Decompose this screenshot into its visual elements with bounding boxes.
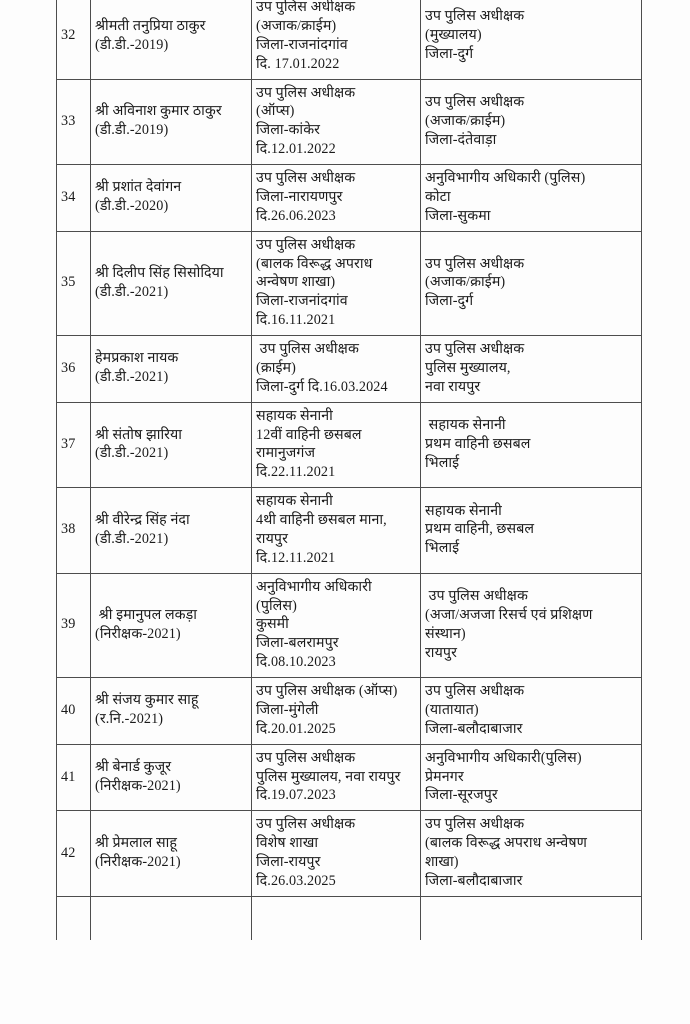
table-row: [57, 573, 642, 677]
cell-new-posting-line: जिला-दुर्ग: [425, 46, 474, 63]
cell-new-posting-line: संस्थान): [425, 625, 466, 642]
table-row: [57, 165, 642, 232]
table-row: [57, 231, 642, 335]
cell-current-posting-line: जिला-राजनांदगांव: [256, 293, 348, 310]
cell-officer-name-line: (निरीक्षक-2021): [95, 854, 181, 870]
cell-officer-name-line: (र.नि.-2021): [95, 711, 164, 728]
cell-current-posting: [252, 573, 421, 677]
cell-new-posting: [421, 678, 642, 745]
cell-current-posting: [252, 79, 421, 165]
cell-new-posting-line: (अजाक/क्राईम): [425, 112, 506, 129]
cell-current-posting: [252, 402, 421, 488]
cell-new-posting: [421, 165, 642, 232]
cell-current-posting-line: दि.22.11.2021: [256, 464, 336, 481]
cell-officer-name-line: (डी.डी.-2021): [95, 530, 169, 547]
cell-officer-name: [91, 336, 252, 403]
cell-officer-name-line: (डी.डी.-2019): [95, 36, 169, 53]
cell-officer-name-line: श्री प्रशांत देवांगन: [95, 179, 182, 196]
cell-current-posting-line: दि.26.03.2025: [256, 872, 336, 889]
cell-serial-number: 38: [57, 488, 91, 574]
cell-new-posting-line: शाखा): [425, 854, 459, 870]
cell-current-posting: [252, 336, 421, 403]
cell-officer-name-line: श्रीमती तनुप्रिया ठाकुर: [95, 17, 206, 34]
cell-current-posting-line: रायपुर: [256, 530, 288, 547]
cell-current-posting-line: उप पुलिस अधीक्षक: [256, 341, 359, 357]
cell-current-posting: [252, 678, 421, 745]
table-row: [57, 488, 642, 574]
cell-serial-number-blank: [57, 896, 91, 940]
cell-current-posting-line: उप पुलिस अधीक्षक (ऑप्स): [256, 683, 398, 699]
officer-transfer-table: [56, 0, 642, 940]
cell-current-posting-line: पुलिस मुख्यालय, नवा रायपुर: [256, 768, 401, 785]
cell-current-posting-line: जिला-मुंगेली: [256, 701, 319, 718]
cell-officer-name: [91, 811, 252, 897]
cell-current-posting-line: जिला-कांकेर: [256, 122, 321, 139]
cell-serial-number: 32: [57, 0, 91, 79]
cell-new-posting-line: प्रेमनगर: [425, 768, 464, 785]
cell-current-posting: [252, 231, 421, 335]
cell-current-posting-line: जिला-राजनांदगांव: [256, 36, 348, 53]
cell-current-posting-line: (क्राईम): [256, 359, 296, 376]
cell-serial-number: 36: [57, 336, 91, 403]
cell-officer-name: [91, 488, 252, 574]
cell-current-posting-line: उप पुलिस अधीक्षक: [256, 0, 356, 15]
cell-officer-name-line: (डी.डी.-2021): [95, 445, 169, 462]
cell-officer-name-line: श्री बेनार्ड कुजूर: [95, 759, 172, 776]
cell-officer-name-line: (डी.डी.-2021): [95, 369, 169, 386]
cell-new-posting-line: जिला-दुर्ग: [425, 293, 474, 310]
cell-new-posting-line: जिला-सूरजपुर: [425, 787, 498, 804]
cell-current-posting: [252, 811, 421, 897]
cell-serial-number: 39: [57, 573, 91, 677]
cell-new-posting-line: नवा रायपुर: [425, 378, 481, 395]
cell-current-posting-line: उप पुलिस अधीक्षक: [256, 236, 356, 253]
cell-current-posting-line: जिला-बलरामपुर: [256, 635, 339, 652]
cell-officer-name-line: श्री इमानुपल लकड़ा: [95, 606, 198, 623]
cell-officer-name-line: श्री प्रेमलाल साहू: [95, 835, 177, 852]
cell-new-posting-line: उप पुलिस अधीक्षक: [425, 341, 525, 357]
cell-current-posting-line: उप पुलिस अधीक्षक: [256, 170, 356, 186]
cell-new-posting: [421, 811, 642, 897]
cell-current-posting-line: अन्वेषण शाखा): [256, 274, 336, 291]
cell-current-posting-line: जिला-रायपुर: [256, 854, 321, 870]
cell-new-posting-line: सहायक सेनानी: [425, 417, 506, 434]
cell-new-posting-line: उप पुलिस अधीक्षक: [425, 816, 525, 833]
cell-new-posting-line: (मुख्यालय): [425, 27, 482, 44]
cell-new-posting-line: जिला-सुकमा: [425, 207, 491, 224]
cell-new-posting-line: भिलाई: [425, 454, 460, 471]
cell-current-posting: [252, 0, 421, 79]
cell-current-posting-line: विशेष शाखा: [256, 835, 319, 852]
cell-officer-name: [91, 744, 252, 811]
cell-officer-name-line: (डी.डी.-2021): [95, 283, 169, 300]
cell-current-posting: [252, 165, 421, 232]
cell-new-posting-line: सहायक सेनानी: [425, 502, 502, 519]
cell-current-posting: [252, 488, 421, 574]
cell-new-posting-line: अनुविभागीय अधिकारी(पुलिस): [425, 749, 582, 766]
transfer-order-table-container: [56, 0, 641, 940]
table-row: [57, 744, 642, 811]
cell-new-posting-line: प्रथम वाहिनी, छसबल: [425, 521, 535, 538]
cell-current-posting: [252, 744, 421, 811]
cell-new-posting-line: उप पुलिस अधीक्षक: [425, 683, 525, 699]
cell-new-posting-line: जिला-बलौदाबाजार: [425, 720, 523, 737]
cell-current-posting-line: दि.16.11.2021: [256, 312, 336, 329]
cell-new-posting-line: पुलिस मुख्यालय,: [425, 359, 511, 376]
cell-current-posting-line: जिला-नारायणपुर: [256, 188, 343, 205]
table-row-blank: [57, 896, 642, 940]
cell-serial-number: 40: [57, 678, 91, 745]
cell-officer-name-line: श्री अविनाश कुमार ठाकुर: [95, 103, 222, 120]
cell-current-posting-line: (अजाक/क्राईम): [256, 17, 337, 34]
cell-new-posting: [421, 488, 642, 574]
cell-current-posting-line: सहायक सेनानी: [256, 407, 333, 424]
cell-current-posting-line: कुसमी: [256, 616, 289, 633]
cell-officer-name-line: (निरीक्षक-2021): [95, 625, 181, 642]
cell-current-posting-line: (ऑप्स): [256, 103, 295, 120]
cell-new-posting-line: भिलाई: [425, 540, 460, 557]
cell-new-posting-line: (अजाक/क्राईम): [425, 274, 506, 291]
cell-serial-number: 35: [57, 231, 91, 335]
cell-officer-name-blank: [91, 896, 252, 940]
table-row: [57, 811, 642, 897]
cell-current-posting-line: दि.08.10.2023: [256, 654, 336, 671]
cell-new-posting-line: जिला-दंतेवाड़ा: [425, 131, 497, 148]
cell-current-posting-line: सहायक सेनानी: [256, 493, 333, 510]
cell-officer-name-line: (डी.डी.-2020): [95, 198, 169, 215]
cell-new-posting-line: उप पुलिस अधीक्षक: [425, 255, 525, 272]
cell-new-posting-line: अनुविभागीय अधिकारी (पुलिस): [425, 170, 586, 186]
cell-officer-name-line: श्री संजय कुमार साहू: [95, 692, 199, 709]
cell-current-posting-line: रामानुजगंज: [256, 445, 316, 462]
cell-new-posting-line: प्रथम वाहिनी छसबल: [425, 435, 531, 452]
cell-current-posting-line: (पुलिस): [256, 597, 297, 614]
cell-new-posting-line: जिला-बलौदाबाजार: [425, 872, 523, 889]
cell-serial-number: 42: [57, 811, 91, 897]
cell-new-posting-line: उप पुलिस अधीक्षक: [425, 8, 525, 25]
cell-current-posting-line: उप पुलिस अधीक्षक: [256, 749, 356, 766]
cell-officer-name: [91, 231, 252, 335]
cell-current-posting-line: (बालक विरूद्ध अपराध: [256, 255, 373, 272]
cell-new-posting: [421, 573, 642, 677]
cell-new-posting-blank: [421, 896, 642, 940]
cell-new-posting-line: (अजा/अजजा रिसर्च एवं प्रशिक्षण: [425, 606, 593, 623]
cell-current-posting-line: 4थी वाहिनी छसबल माना,: [256, 512, 387, 528]
cell-current-posting-line: अनुविभागीय अधिकारी: [256, 578, 372, 595]
table-row: [57, 678, 642, 745]
table-row: [57, 0, 642, 79]
table-body: [57, 0, 642, 940]
cell-current-posting-line: जिला-दुर्ग दि.16.03.2024: [256, 378, 388, 395]
cell-serial-number: 34: [57, 165, 91, 232]
cell-serial-number: 33: [57, 79, 91, 165]
cell-new-posting: [421, 744, 642, 811]
cell-officer-name-line: श्री दिलीप सिंह सिसोदिया: [95, 264, 224, 281]
cell-officer-name: [91, 165, 252, 232]
cell-serial-number: 41: [57, 744, 91, 811]
cell-officer-name-line: हेमप्रकाश नायक: [95, 350, 179, 367]
cell-new-posting: [421, 79, 642, 165]
cell-officer-name: [91, 573, 252, 677]
cell-current-posting-line: दि.12.01.2022: [256, 141, 336, 158]
table-row: [57, 336, 642, 403]
cell-new-posting-line: उप पुलिस अधीक्षक: [425, 588, 528, 605]
cell-current-posting-line: उप पुलिस अधीक्षक: [256, 84, 356, 101]
cell-new-posting-line: (बालक विरूद्ध अपराध अन्वेषण: [425, 835, 588, 852]
cell-new-posting-line: रायपुर: [425, 644, 457, 661]
cell-officer-name: [91, 79, 252, 165]
cell-current-posting-line: दि.12.11.2021: [256, 549, 336, 566]
cell-new-posting: [421, 231, 642, 335]
cell-officer-name-line: श्री संतोष झारिया: [95, 426, 183, 443]
cell-current-posting-line: उप पुलिस अधीक्षक: [256, 816, 356, 833]
cell-new-posting: [421, 336, 642, 403]
cell-new-posting-line: (यातायात): [425, 701, 479, 718]
table-row: [57, 79, 642, 165]
table-row: [57, 402, 642, 488]
cell-serial-number: 37: [57, 402, 91, 488]
cell-officer-name-line: (डी.डी.-2019): [95, 122, 169, 139]
cell-current-posting-line: दि.20.01.2025: [256, 720, 336, 737]
cell-officer-name: [91, 0, 252, 79]
cell-new-posting: [421, 0, 642, 79]
cell-officer-name: [91, 678, 252, 745]
cell-officer-name: [91, 402, 252, 488]
cell-current-posting-blank: [252, 896, 421, 940]
cell-current-posting-line: दि.26.06.2023: [256, 207, 336, 224]
cell-current-posting-line: 12वीं वाहिनी छसबल: [256, 426, 362, 443]
cell-new-posting-line: कोटा: [425, 188, 451, 205]
cell-new-posting: [421, 402, 642, 488]
cell-new-posting-line: उप पुलिस अधीक्षक: [425, 93, 525, 110]
cell-current-posting-line: दि. 17.01.2022: [256, 55, 340, 72]
cell-current-posting-line: दि.19.07.2023: [256, 787, 336, 804]
cell-officer-name-line: श्री वीरेन्द्र सिंह नंदा: [95, 512, 190, 528]
cell-officer-name-line: (निरीक्षक-2021): [95, 777, 181, 794]
